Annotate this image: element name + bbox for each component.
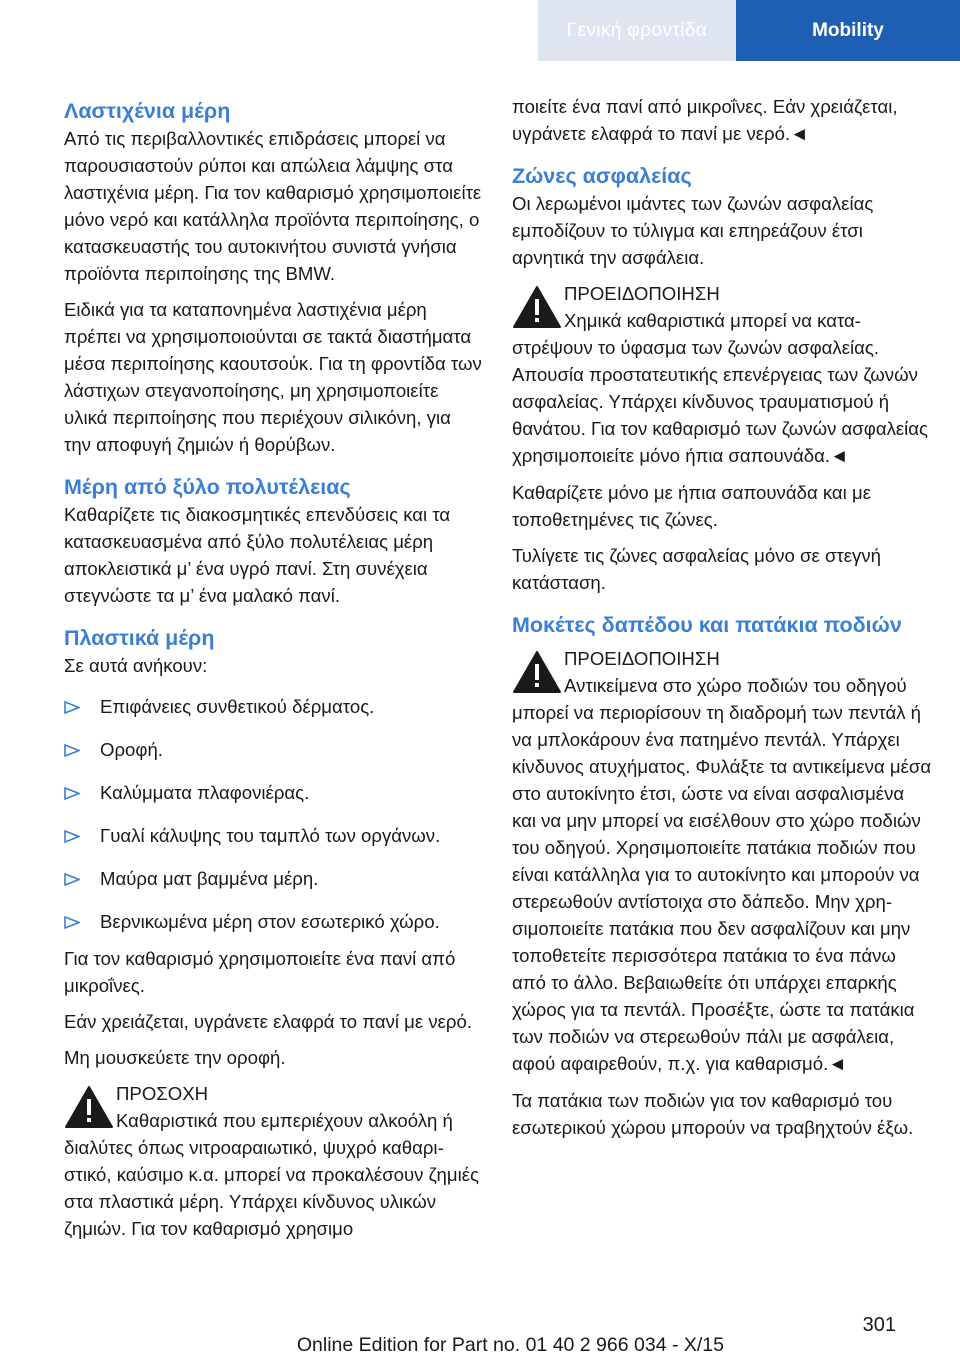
section-plastic (64, 625, 482, 1242)
chapter-tabs (538, 0, 960, 61)
list-item (64, 736, 482, 763)
paragraph: Τα πατάκια των ποδιών για τον καθαρισμό του εσωτερικού χώρου μπορούν να τραβηχτούν έξω. (512, 1090, 914, 1138)
tab-general-care[interactable]: Γενική φροντίδα (538, 0, 736, 61)
paragraph-continued: ποιείτε ένα πανί από μικροΐνες. Εάν χρειάζεται, υγράνετε ελαφρά το πανί με νερό.◄ (512, 96, 898, 144)
list-item (64, 908, 482, 935)
triangle-right-outline-icon (64, 744, 80, 757)
paragraph: Τυλίγετε τις ζώνες ασφαλείας μόνο σε στεγνή κατάσταση. (512, 545, 881, 593)
warning-title: ΠΡΟΕΙΔΟΠΟΙΗΣΗ (564, 648, 720, 669)
warning-title: ΠΡΟΕΙΔΟΠΟΙΗΣΗ (564, 283, 720, 304)
heading-floor-mats: Μοκέτες δαπέδου και πατάκια ποδιών (512, 613, 902, 637)
list-item (64, 865, 482, 892)
section-floor-mats (512, 612, 932, 1141)
heading-rubber-parts: Λαστιχένια μέρη (64, 99, 231, 123)
caution-box (64, 1080, 482, 1242)
paragraph: Εάν χρειάζεται, υγράνετε ελαφρά το πανί με νερό. (64, 1011, 473, 1032)
list-item-text: Βερνικωμένα μέρη στον εσωτερικό χώρο. (100, 911, 440, 932)
section-seatbelts (512, 163, 932, 596)
warning-text: Αντικείμενα στο χώρο ποδιών του οδηγού μπορεί να περιορίσουν τη διαδρομή των πεντάλ ή να μπλοκάρουν ένα πατημένο πεντάλ. Υπάρχει κίνδυνος ατυχήματος. Φυλάξτε τα αντικείμενα μέσα στο αυτοκίνητο έτσι, ώστε να είναι ασφαλισμένα και να μην μπορεί να εισέλθουν στο χώρο ποδιών του οδηγού. Χρησιμοποιείτε πατάκια ποδιών που είναι κατάλληλα για το αυτοκίνητο και μπορούν να στερεωθούν αντίστοιχα στο δάπεδο. Μην χρησιμοποιείτε πατάκια που δεν ασφαλίζουν και μην τοποθετείτε περισσότερα πατάκια το ένα πάνω από το άλλο. Βεβαιωθείτε ότι υπάρχει επαρκής χώρος για τα πεντάλ. Προσέξτε, ώστε τα πατάκια των ποδιών να στερεωθούν πάλι με ασφάλεια, αφού αφαιρεθούν, π.χ. για καθαρισμό.◄ (512, 675, 932, 1074)
section-wood (64, 474, 482, 609)
warning-box (512, 645, 932, 1077)
heading-seatbelts: Ζώνες ασφαλείας (512, 164, 692, 188)
paragraph: Ειδικά για τα καταπονημένα λαστιχένια μέρη πρέπει να χρησιμοποιούνται σε τακτά διαστήματα μέσα περιποίησης καουτσούκ. Για τη φροντίδα των λάστιχων στεγανοποίησης, μη χρησιμοποιείτε υλικά περιποίησης που περιέχουν σιλικόνη, για την αποφυγή ζημιών ή θορύβων. (64, 299, 482, 455)
triangle-right-outline-icon (64, 830, 80, 843)
list-item (64, 693, 482, 720)
paragraph: Σε αυτά ανήκουν: (64, 655, 208, 676)
triangle-right-outline-icon (64, 916, 80, 929)
list-item (64, 779, 482, 806)
bullet-list (64, 693, 482, 935)
warning-box (512, 280, 932, 469)
tab-mobility[interactable]: Mobility (736, 0, 960, 61)
list-item-text: Μαύρα ματ βαμμένα μέρη. (100, 868, 319, 889)
edition-note: Online Edition for Part no. 01 40 2 966 034 - X/15 (296, 1334, 724, 1356)
right-column (512, 93, 932, 1150)
triangle-right-outline-icon (64, 873, 80, 886)
list-item (64, 822, 482, 849)
warning-triangle-icon (512, 650, 562, 694)
heading-wood-parts: Μέρη από ξύλο πολυτέλειας (64, 475, 351, 499)
warning-text: Χημικά καθαριστικά μπορεί να καταστρέψουν το ύφασμα των ζωνών ασφαλείας. Απουσία προστατευτικής επενέργειας των ζωνών ασφαλείας. Υπάρχει κίνδυνος τραυματισμού ή θανάτου. Για τον καθαρισμό των ζωνών ασφαλείας χρησιμοποιείτε μόνο ήπια σαπουνάδα.◄ (512, 310, 929, 466)
caution-title: ΠΡΟΣΟΧΗ (116, 1083, 209, 1104)
paragraph: Από τις περιβαλλοντικές επιδράσεις μπορεί να παρουσιαστούν ρύποι και απώλεια λάμψης στα λαστιχένια μέρη. Για τον καθαρισμό χρησιμοποιείτε μόνο νερό και κατάλληλα προϊόντα περιποίησης, ο κατασκευαστής του αυτοκινήτου συνιστά γνήσια προϊόντα περιποίησης της BMW. (64, 128, 482, 284)
page-number: 301 (862, 1314, 896, 1336)
triangle-right-outline-icon (64, 787, 80, 800)
heading-plastic-parts: Πλαστικά μέρη (64, 626, 215, 650)
paragraph: Μη μουσκεύετε την οροφή. (64, 1047, 286, 1068)
paragraph: Καθαρίζετε τις διακοσμητικές επενδύσεις και τα κατασκευασμένα από ξύλο πολυτέλειας μέρη αποκλειστικά μ’ ένα υγρό πανί. Στη συνέχεια στεγνώστε τα μ’ ένα μαλακό πανί. (64, 504, 451, 606)
paragraph: Οι λερωμένοι ιμάντες των ζωνών ασφαλείας εμποδίζουν το τύλιγμα και επηρεάζουν έτσι αρνητικά την ασφάλεια. (512, 193, 874, 268)
list-item-text: Επιφάνειες συνθετικού δέρματος. (100, 696, 375, 717)
caution-text: Καθαριστικά που εμπεριέχουν αλκοόλη ή διαλύτες όπως νιτροαραιωτικό, ψυχρό καθαριστικό, καύσιμο κ.α. μπορεί να προκαλέσουν ζημιές στα πλαστικά μέρη. Υπάρχει κίνδυνος υλικών ζημιών. Για τον καθαρισμό χρησιμο (64, 1110, 479, 1239)
list-item-text: Καλύμματα πλαφονιέρας. (100, 782, 310, 803)
warning-triangle-icon (512, 285, 562, 329)
paragraph: Για τον καθαρισμό χρησιμοποιείτε ένα πανί από μικροΐνες. (64, 948, 456, 996)
list-item-text: Οροφή. (100, 739, 163, 760)
list-item-text: Γυαλί κάλυψης του ταμπλό των οργάνων. (100, 825, 441, 846)
paragraph: Καθαρίζετε μόνο με ήπια σαπουνάδα και με τοποθετημένες τις ζώνες. (512, 482, 871, 530)
left-column (64, 98, 482, 1252)
warning-triangle-icon (64, 1085, 114, 1129)
triangle-right-outline-icon (64, 701, 80, 714)
